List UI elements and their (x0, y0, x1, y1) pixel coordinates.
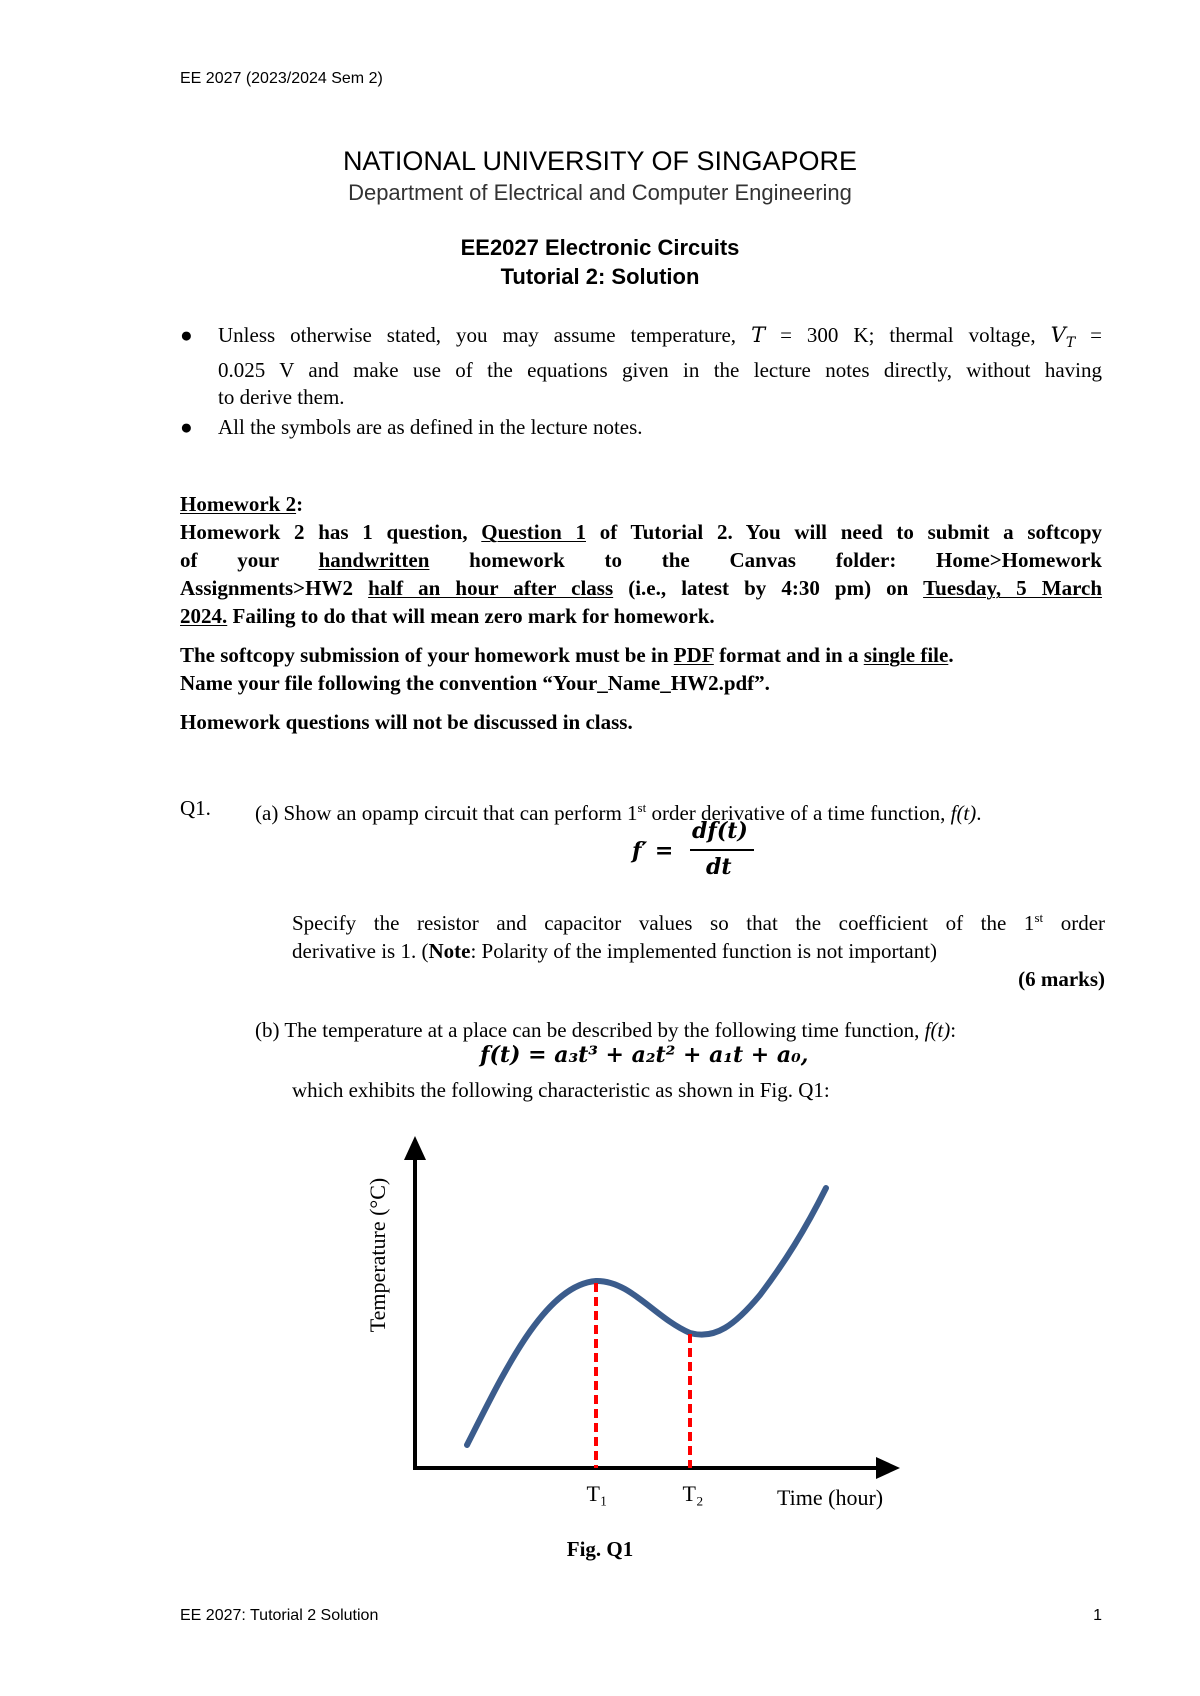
no-discussion-note: Homework questions will not be discussed in class. (180, 710, 633, 734)
derivative-denominator: dt (706, 854, 732, 880)
running-header: EE 2027 (2023/2024 Sem 2) (180, 70, 383, 87)
footer-title: EE 2027: Tutorial 2 Solution (180, 1607, 379, 1624)
t2-label: T₂ (682, 1481, 704, 1506)
university-name: NATIONAL UNIVERSITY OF SINGAPORE (342, 146, 858, 176)
course-title: EE2027 Electronic Circuits (460, 235, 740, 260)
q1b-statement: (b) The temperature at a place can be described by the following time function, f(t): (255, 1018, 957, 1042)
department-name: Department of Electrical and Computer Engineering (348, 180, 852, 205)
x-axis-arrowhead (876, 1457, 900, 1479)
y-axis-arrowhead (404, 1136, 426, 1160)
q1b-characteristic: which exhibits the following characteristic as shown in Fig. Q1: (292, 1078, 830, 1102)
assumption-line-1: Unless otherwise stated, you may assume temperature, T = 300 K; thermal voltage, $V_T$ = (218, 323, 1103, 352)
derivative-numerator: df(t) (692, 818, 748, 844)
q1a-statement: (a) Show an opamp circuit that can perform 1st order derivative of a time function, f(t). (255, 800, 982, 825)
homework-line-3: Assignments>HW2 half an hour after class (i.e., latest by 4:30 pm) on Tuesday, 5 March (180, 576, 1103, 600)
bullet-icon: ● (180, 415, 193, 440)
t1-label: T₁ (586, 1481, 608, 1506)
assumption-line-2: 0.025 V and make use of the equations given in the lecture notes directly, without having (218, 358, 1102, 383)
homework-line-2: of your handwritten homework to the Canvas folder: Home>Homework (180, 548, 1102, 572)
homework-line-1: Homework 2 has 1 question, Question 1 of Tutorial 2. You will need to submit a softcopy (180, 520, 1103, 544)
q1a-marks: (6 marks) (1018, 967, 1105, 991)
homework-heading: Homework 2: (180, 492, 304, 516)
q1a-spec-line-1: Specify the resistor and capacitor values so that the coefficient of the 1st order (292, 910, 1106, 935)
q1a-spec-line-2: derivative is 1. (Note: Polarity of the implemented function is not important) (292, 939, 938, 963)
temperature-curve (467, 1188, 826, 1445)
assumption-line-3: to derive them. (218, 385, 345, 410)
bullet-icon: ● (180, 323, 193, 347)
file-naming: Name your file following the convention “Your_Name_HW2.pdf”. (180, 671, 770, 695)
derivative-lhs: f′ = (632, 838, 674, 864)
assumption-item-2-text: All the symbols are as defined in the lecture notes. (218, 415, 643, 440)
figure-caption: Fig. Q1 (566, 1537, 634, 1561)
tutorial-title: Tutorial 2: Solution (500, 264, 700, 289)
polynomial-equation: f(t) = a₃t³ + a₂t² + a₁t + a₀, (480, 1042, 809, 1068)
q1-label: Q1. (180, 796, 211, 820)
page-number: 1 (1093, 1607, 1102, 1624)
homework-line-4: 2024. Failing to do that will mean zero mark for homework. (180, 604, 715, 628)
submission-format: The softcopy submission of your homework must be in PDF format and in a single file. (180, 643, 954, 667)
y-axis-label: Temperature (°C) (365, 1177, 390, 1333)
x-axis-label: Time (hour) (777, 1485, 884, 1510)
